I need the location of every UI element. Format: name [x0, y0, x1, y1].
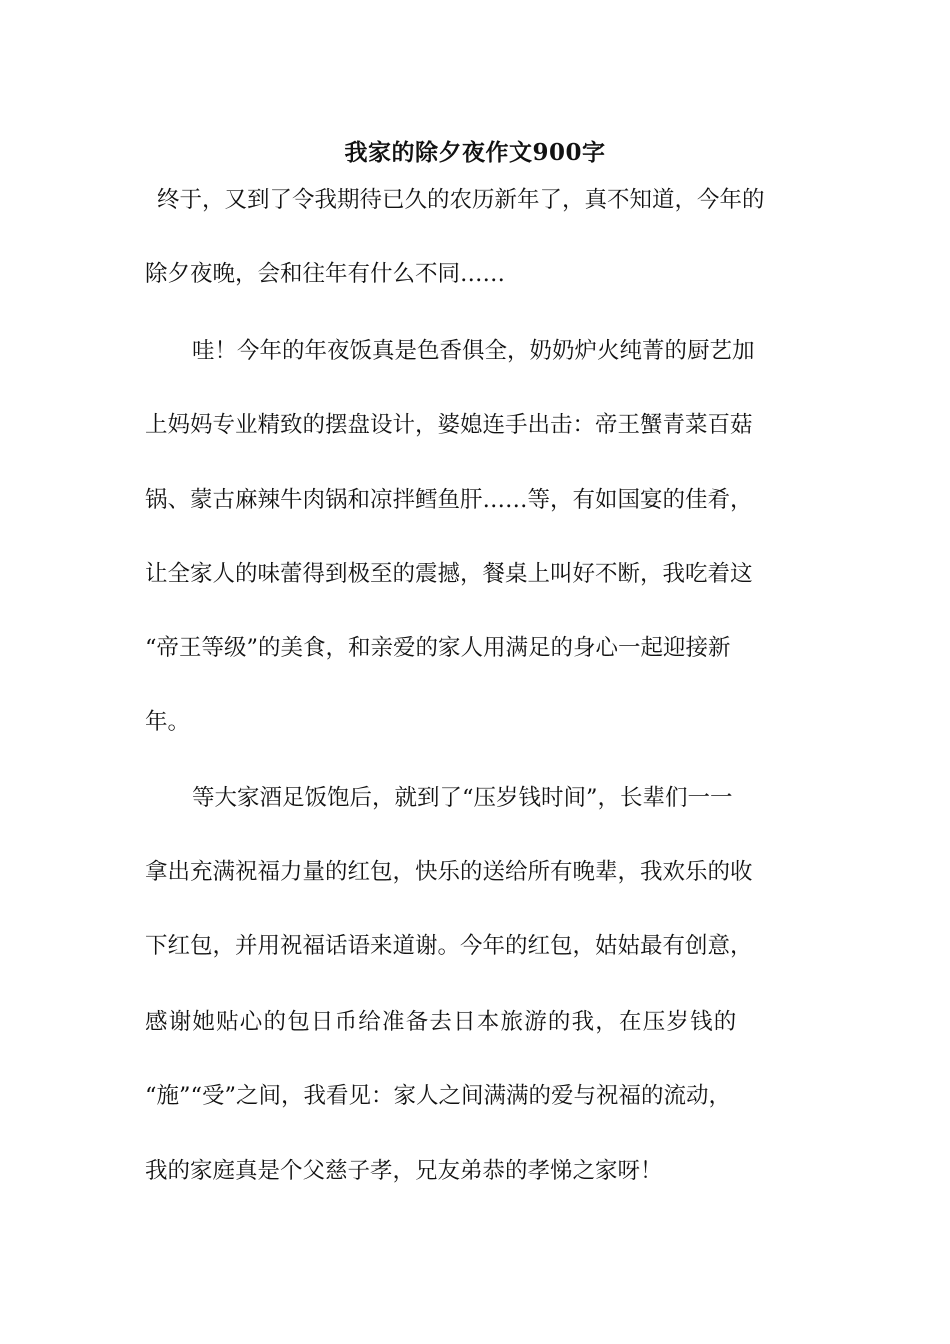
text-line-3: 哇！今年的年夜饭真是色香俱全，奶奶炉火纯菁的厨艺加	[192, 338, 755, 364]
text-line-9: 等大家酒足饭饱后，就到了“压岁钱时间”，长辈们一一	[192, 785, 733, 811]
text-line-8: 年。	[145, 709, 191, 735]
text-line-14: 我的家庭真是个父慈子孝，兄友弟恭的孝悌之家呀！	[145, 1158, 663, 1184]
text-line-12: 感谢她贴心的包日币给准备去日本旅游的我，在压岁钱的	[145, 1009, 738, 1035]
text-line-10: 拿出充满祝福力量的红包，快乐的送给所有晚辈，我欢乐的收	[145, 859, 753, 885]
text-line-2: 除夕夜晚，会和往年有什么不同……	[145, 261, 506, 287]
document-title: 我家的除夕夜作文900字	[344, 139, 606, 166]
text-line-5: 锅、蒙古麻辣牛肉锅和凉拌鳕鱼肝……等，有如国宴的佳肴，	[145, 487, 753, 513]
text-line-11: 下红包，并用祝福话语来道谢。今年的红包，姑姑最有创意，	[145, 933, 753, 959]
text-line-13: “施”“受”之间，我看见：家人之间满满的爱与祝福的流动，	[145, 1083, 732, 1109]
text-line-1: 终于，又到了令我期待已久的农历新年了，真不知道，今年的	[157, 187, 765, 213]
text-line-4: 上妈妈专业精致的摆盘设计，婆媳连手出击：帝王蟹青菜百菇	[145, 412, 753, 438]
text-line-7: “帝王等级”的美食，和亲爱的家人用满足的身心一起迎接新	[145, 635, 731, 661]
text-line-6: 让全家人的味蕾得到极至的震撼，餐桌上叫好不断，我吃着这	[145, 561, 753, 587]
